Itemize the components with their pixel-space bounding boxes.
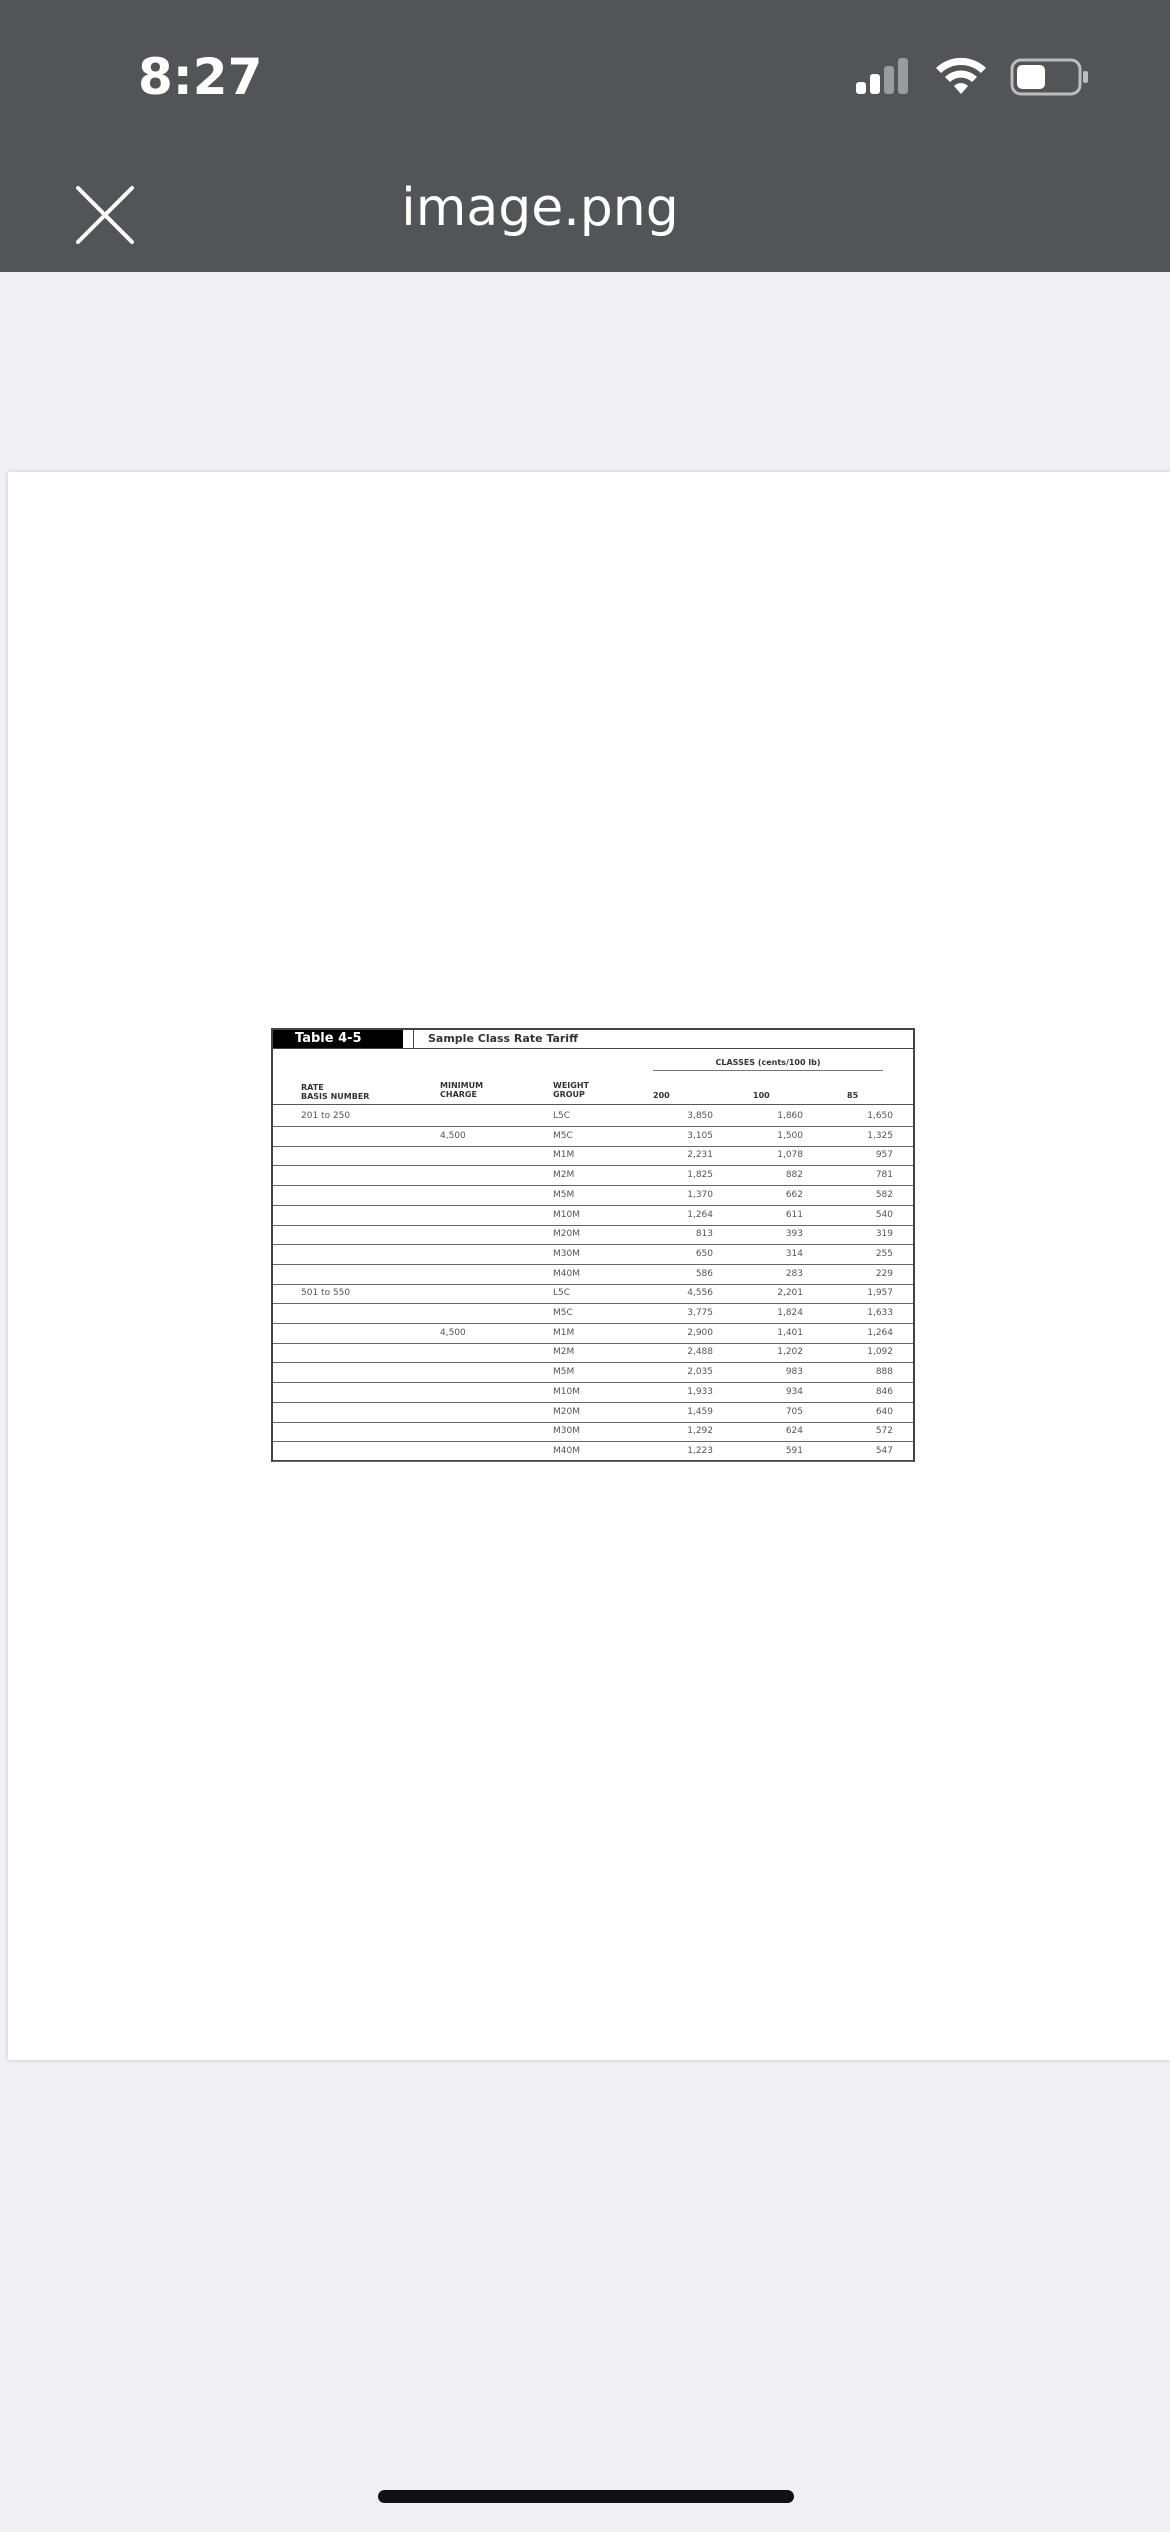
col-header-weight (553, 1081, 589, 1099)
cell-wg: M5M (553, 1189, 575, 1200)
header-rule (273, 1104, 913, 1105)
cell-wg: M5C (553, 1308, 573, 1318)
cell-v100: 983 (785, 1367, 803, 1378)
cell-v100: 1,202 (777, 1347, 803, 1358)
cell-v200: 2,035 (687, 1367, 713, 1378)
table-row (273, 1283, 913, 1304)
col-header-85: 85 (847, 1091, 859, 1100)
table-row (273, 1244, 913, 1265)
rate-tariff-table (271, 1028, 915, 1462)
cell-v200: 1,825 (687, 1170, 713, 1181)
cell-v85: 1,092 (867, 1347, 893, 1358)
cell-v100: 283 (785, 1268, 803, 1279)
cell-wg: M1M (553, 1150, 575, 1161)
cell-v85: 1,264 (867, 1327, 893, 1338)
cell-v85: 582 (875, 1189, 893, 1200)
file-title: image.png (401, 178, 679, 238)
cell-v100: 662 (785, 1189, 803, 1200)
wifi-icon (934, 56, 988, 96)
cell-v100: 1,078 (777, 1150, 803, 1161)
cell-min: 4,500 (440, 1130, 466, 1141)
cell-v100: 591 (785, 1445, 803, 1456)
table-row (273, 1205, 913, 1226)
cell-v200: 2,488 (687, 1347, 713, 1358)
table-row (273, 1323, 913, 1344)
cell-v100: 624 (785, 1426, 803, 1437)
cell-v100: 1,860 (777, 1111, 803, 1121)
cell-v200: 1,933 (687, 1386, 713, 1397)
col-header-min-line2: CHARGE (440, 1090, 477, 1099)
cell-v200: 2,900 (687, 1327, 713, 1338)
status-bar (0, 0, 1170, 150)
cell-rate: 201 to 250 (301, 1111, 351, 1121)
cell-v200: 1,459 (687, 1406, 713, 1417)
cell-wg: M40M (553, 1445, 580, 1456)
cell-wg: M20M (553, 1406, 580, 1417)
cell-wg: M10M (553, 1209, 580, 1220)
image-canvas (8, 472, 1170, 2060)
status-time: 8:27 (138, 48, 263, 106)
caption-divider (413, 1030, 414, 1048)
cellular-signal-icon (856, 58, 914, 94)
col-header-rate (301, 1083, 369, 1101)
table-row (273, 1362, 913, 1383)
cell-v200: 3,775 (687, 1308, 713, 1318)
col-header-rate-line2: BASIS NUMBER (301, 1092, 370, 1101)
cell-v200: 3,850 (687, 1111, 713, 1121)
cell-v100: 611 (785, 1209, 803, 1220)
home-indicator[interactable] (378, 2490, 794, 2503)
cell-v85: 640 (875, 1406, 893, 1417)
col-header-200: 200 (653, 1091, 670, 1100)
viewer-header (0, 150, 1170, 272)
cell-v85: 319 (875, 1229, 893, 1240)
cell-v100: 1,401 (777, 1327, 803, 1338)
cell-v200: 650 (695, 1248, 713, 1259)
cell-v85: 957 (875, 1150, 893, 1161)
cell-v100: 934 (785, 1386, 803, 1397)
table-row (273, 1185, 913, 1206)
table-row (273, 1126, 913, 1147)
cell-wg: L5C (553, 1111, 571, 1121)
cell-wg: M20M (553, 1229, 580, 1240)
cell-rate: 501 to 550 (301, 1288, 351, 1299)
cell-wg: M5M (553, 1367, 575, 1378)
col-header-rate-line1: RATE (301, 1083, 324, 1092)
table-row (273, 1342, 913, 1363)
cell-wg: M10M (553, 1386, 580, 1397)
cell-v100: 882 (785, 1170, 803, 1181)
cell-v200: 4,556 (687, 1288, 713, 1299)
cell-v200: 1,370 (687, 1189, 713, 1200)
table-row (273, 1145, 913, 1166)
table-row (273, 1224, 913, 1245)
cell-wg: M30M (553, 1248, 580, 1259)
battery-icon (1010, 58, 1090, 96)
cell-wg: M40M (553, 1268, 580, 1279)
cell-v85: 540 (875, 1209, 893, 1220)
cell-v85: 572 (875, 1426, 893, 1437)
table-row (273, 1303, 913, 1324)
cell-v85: 1,633 (867, 1308, 893, 1318)
table-row (273, 1165, 913, 1186)
cell-v200: 1,223 (687, 1445, 713, 1456)
table-label: Table 4-5 (273, 1030, 403, 1048)
table-row (273, 1264, 913, 1285)
cell-v85: 781 (875, 1170, 893, 1181)
cell-v200: 1,292 (687, 1426, 713, 1437)
cell-min: 4,500 (440, 1327, 466, 1338)
cell-v200: 2,231 (687, 1150, 713, 1161)
col-header-weight-line2: GROUP (553, 1090, 585, 1099)
cell-v85: 1,957 (867, 1288, 893, 1299)
cell-wg: M2M (553, 1347, 575, 1358)
cell-v100: 1,500 (777, 1130, 803, 1141)
cell-v85: 1,325 (867, 1130, 893, 1141)
table-row (273, 1106, 913, 1127)
cell-wg: M1M (553, 1327, 575, 1338)
table-title: Sample Class Rate Tariff (428, 1032, 578, 1045)
cell-wg: L5C (553, 1288, 571, 1299)
col-header-min-line1: MINIMUM (440, 1081, 484, 1090)
col-header-weight-line1: WEIGHT (553, 1081, 589, 1090)
cell-v100: 314 (785, 1248, 803, 1259)
cell-v85: 1,650 (867, 1111, 893, 1121)
cell-v85: 888 (875, 1367, 893, 1378)
col-header-min (440, 1081, 483, 1099)
cell-v100: 705 (785, 1406, 803, 1417)
table-caption (273, 1030, 913, 1049)
cell-v200: 813 (695, 1229, 713, 1240)
cell-wg: M2M (553, 1170, 575, 1181)
table-row (273, 1421, 913, 1442)
table-row (273, 1382, 913, 1403)
classes-header: CLASSES (cents/100 lb) (653, 1058, 883, 1071)
table-row (273, 1441, 913, 1462)
cell-v200: 1,264 (687, 1209, 713, 1220)
cell-v100: 2,201 (777, 1288, 803, 1299)
cell-v100: 1,824 (777, 1308, 803, 1318)
cell-v85: 229 (875, 1268, 893, 1279)
cell-v85: 846 (875, 1386, 893, 1397)
cell-wg: M5C (553, 1130, 573, 1141)
cell-v100: 393 (785, 1229, 803, 1240)
cell-v200: 3,105 (687, 1130, 713, 1141)
table-row (273, 1402, 913, 1423)
cell-wg: M30M (553, 1426, 580, 1437)
cell-v200: 586 (695, 1268, 713, 1279)
col-header-100: 100 (753, 1091, 770, 1100)
cell-v85: 547 (875, 1445, 893, 1456)
cell-v85: 255 (875, 1248, 893, 1259)
